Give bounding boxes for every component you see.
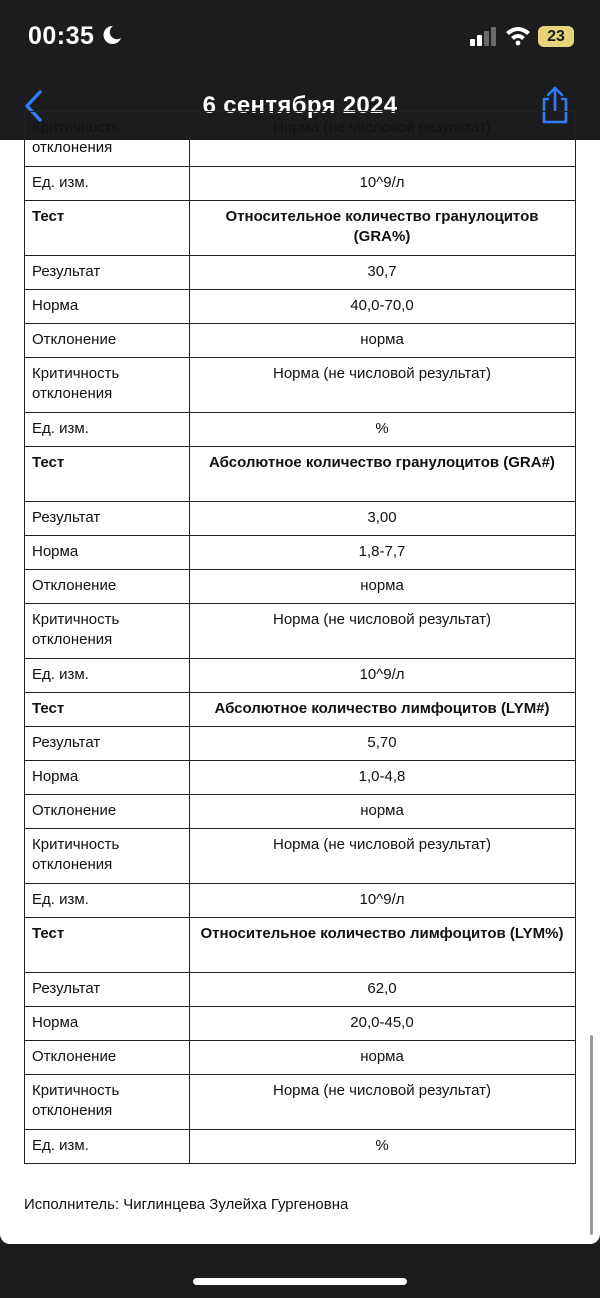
row-value: Норма (не числовой результат): [190, 1075, 576, 1130]
row-value: %: [190, 413, 576, 447]
row-label: Критичность отклонения: [25, 1075, 190, 1130]
document-view[interactable]: [0, 119, 600, 1244]
row-value: Абсолютное количество гранулоцитов (GRA#): [190, 447, 576, 502]
row-value: 10^9/л: [190, 884, 576, 918]
table-row: [25, 795, 576, 829]
row-label: Норма: [25, 290, 190, 324]
row-label: Тест: [25, 693, 190, 727]
row-label: Отклонение: [25, 324, 190, 358]
row-value: 20,0-45,0: [190, 1007, 576, 1041]
row-label: Результат: [25, 256, 190, 290]
row-label: Ед. изм.: [25, 413, 190, 447]
moon-icon: [101, 24, 123, 46]
row-value: Норма (не числовой результат): [190, 829, 576, 884]
row-value: Норма (не числовой результат): [190, 112, 576, 167]
row-label: Норма: [25, 1007, 190, 1041]
table-row: [25, 536, 576, 570]
row-label: Результат: [25, 973, 190, 1007]
table-row: [25, 727, 576, 761]
table-row: [25, 112, 576, 167]
row-label: Результат: [25, 727, 190, 761]
cellular-signal-icon: [470, 26, 498, 46]
test-header-row: [25, 201, 576, 256]
table-row: [25, 761, 576, 795]
table-row: [25, 659, 576, 693]
row-label: Ед. изм.: [25, 167, 190, 201]
status-time: 00:35: [28, 22, 95, 50]
executor-line: Исполнитель: Чиглинцева Зулейха Гургеновна: [24, 1196, 349, 1213]
test-header-row: [25, 693, 576, 727]
row-value: 10^9/л: [190, 167, 576, 201]
battery-indicator: 23: [538, 26, 574, 47]
row-label: Критичность отклонения: [25, 112, 190, 167]
table-row: [25, 256, 576, 290]
row-label: Тест: [25, 918, 190, 973]
row-value: Относительное количество лимфоцитов (LYM%): [190, 918, 576, 973]
row-value: 30,7: [190, 256, 576, 290]
test-header-row: [25, 918, 576, 973]
row-value: 3,00: [190, 502, 576, 536]
table-row: [25, 324, 576, 358]
table-row: [25, 604, 576, 659]
row-label: Отклонение: [25, 1041, 190, 1075]
results-table: [24, 111, 576, 1164]
row-label: Норма: [25, 761, 190, 795]
row-label: Результат: [25, 502, 190, 536]
page-title: 6 сентября 2024: [202, 92, 398, 119]
wifi-icon: [505, 25, 531, 45]
row-label: Критичность отклонения: [25, 358, 190, 413]
test-header-row: [25, 447, 576, 502]
table-row: [25, 973, 576, 1007]
table-row: [25, 1007, 576, 1041]
row-value: Абсолютное количество лимфоцитов (LYM#): [190, 693, 576, 727]
row-label: Ед. изм.: [25, 884, 190, 918]
row-label: Тест: [25, 447, 190, 502]
row-value: норма: [190, 570, 576, 604]
table-row: [25, 1041, 576, 1075]
row-value: %: [190, 1130, 576, 1164]
row-value: 1,8-7,7: [190, 536, 576, 570]
row-label: Норма: [25, 536, 190, 570]
table-row: [25, 358, 576, 413]
table-row: [25, 290, 576, 324]
table-row: [25, 1075, 576, 1130]
row-value: 1,0-4,8: [190, 761, 576, 795]
table-row: [25, 884, 576, 918]
row-value: 62,0: [190, 973, 576, 1007]
table-row: [25, 829, 576, 884]
row-label: Ед. изм.: [25, 1130, 190, 1164]
scrollbar[interactable]: [590, 1035, 593, 1235]
row-value: 10^9/л: [190, 659, 576, 693]
table-row: [25, 570, 576, 604]
table-row: [25, 167, 576, 201]
row-value: норма: [190, 795, 576, 829]
row-value: 40,0-70,0: [190, 290, 576, 324]
row-value: норма: [190, 1041, 576, 1075]
row-label: Отклонение: [25, 570, 190, 604]
row-label: Ед. изм.: [25, 659, 190, 693]
row-value: Относительное количество гранулоцитов (GRA%): [190, 201, 576, 256]
row-label: Отклонение: [25, 795, 190, 829]
status-bar: [0, 0, 600, 72]
row-value: Норма (не числовой результат): [190, 604, 576, 659]
row-label: Критичность отклонения: [25, 604, 190, 659]
home-indicator[interactable]: [193, 1278, 407, 1285]
row-label: Тест: [25, 201, 190, 256]
row-value: норма: [190, 324, 576, 358]
row-value: 5,70: [190, 727, 576, 761]
row-value: Норма (не числовой результат): [190, 358, 576, 413]
row-label: Критичность отклонения: [25, 829, 190, 884]
table-row: [25, 1130, 576, 1164]
table-row: [25, 502, 576, 536]
table-row: [25, 413, 576, 447]
